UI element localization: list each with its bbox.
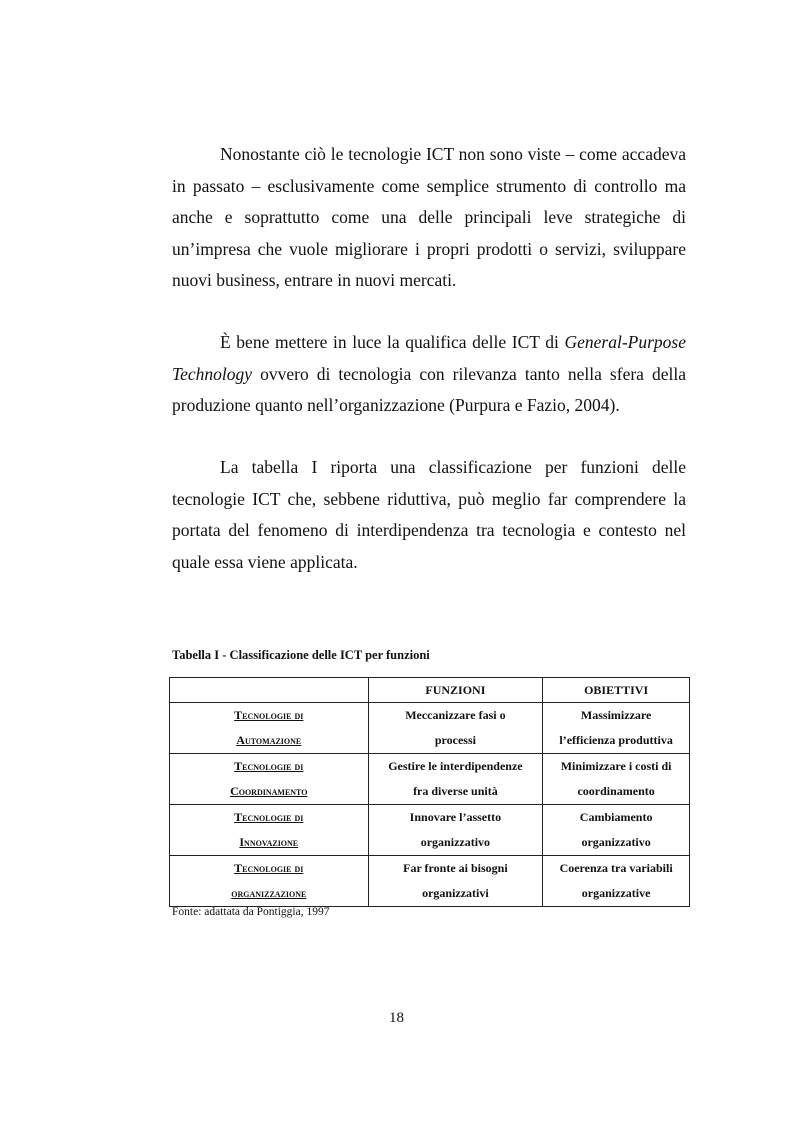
table-source: Fonte: adattata da Pontiggia, 1997 bbox=[172, 906, 330, 918]
funzione-line2: fra diverse unità bbox=[413, 784, 498, 798]
row-label-line2: organizzazione bbox=[231, 886, 307, 900]
obiettivo-cell bbox=[543, 856, 690, 907]
obiettivo-line1: Minimizzare i costi di bbox=[560, 759, 672, 773]
funzione-line1: Meccanizzare fasi o bbox=[405, 708, 506, 722]
obiettivo-line2: organizzativo bbox=[581, 835, 651, 849]
row-label-line2: Innovazione bbox=[239, 835, 299, 849]
page-number: 18 bbox=[389, 1010, 404, 1026]
row-label-line1: Tecnologie di bbox=[234, 759, 304, 773]
row-label-line1: Tecnologie di bbox=[234, 861, 304, 875]
obiettivo-line2: organizzative bbox=[581, 886, 651, 900]
obiettivo-line2: coordinamento bbox=[577, 784, 655, 798]
obiettivo-line1: Massimizzare bbox=[580, 708, 652, 722]
table-row bbox=[170, 805, 690, 856]
funzione-cell bbox=[368, 856, 543, 907]
row-label bbox=[170, 856, 369, 907]
paragraph-1: Nonostante ciò le tecnologie ICT non sono viste – come accadeva in passato – esclusivamente come semplice strumento di controllo ma anche e soprattutto come una delle principali leve strategiche di un’impresa che vuole migliorare i propri prodotti o servizi, sviluppare nuovi business, entrare in nuovi mercati. bbox=[172, 144, 686, 290]
funzione-cell bbox=[368, 703, 543, 754]
paragraph-2 bbox=[172, 327, 686, 422]
funzione-line1: Innovare l’assetto bbox=[409, 810, 502, 824]
obiettivo-cell bbox=[543, 754, 690, 805]
funzione-line1: Far fronte ai bisogni bbox=[403, 861, 508, 875]
table-row bbox=[170, 754, 690, 805]
table-header-funzioni: FUNZIONI bbox=[368, 678, 543, 703]
row-label-line2: Automazione bbox=[236, 733, 302, 747]
obiettivo-line2: l’efficienza produttiva bbox=[559, 733, 673, 747]
obiettivo-line1: Cambiamento bbox=[579, 810, 653, 824]
paragraph-2-text-before: È bene mettere in luce la qualifica delle ICT di bbox=[220, 332, 565, 352]
table-header-obiettivi: OBIETTIVI bbox=[543, 678, 690, 703]
funzione-line1: Gestire le interdipendenze bbox=[388, 759, 523, 773]
row-label bbox=[170, 805, 369, 856]
obiettivo-cell bbox=[543, 805, 690, 856]
table-row bbox=[170, 703, 690, 754]
paragraph-2-italic-term: General-Purpose Technology bbox=[172, 332, 686, 384]
table-header-empty bbox=[170, 678, 369, 703]
row-label-line2: Coordinamento bbox=[230, 784, 308, 798]
row-label bbox=[170, 754, 369, 805]
paragraph-2-text-after: ovvero di tecnologia con rilevanza tanto nella sfera della produzione quanto nell’organizzazione (Purpura e Fazio, 2004). bbox=[172, 363, 686, 415]
table-caption: Tabella I - Classificazione delle ICT per funzioni bbox=[172, 648, 430, 662]
table-row bbox=[170, 856, 690, 907]
funzione-line2: processi bbox=[434, 733, 476, 747]
paragraph-3: La tabella I riporta una classificazione per funzioni delle tecnologie ICT che, sebbene riduttiva, può meglio far comprendere la portata del fenomeno di interdipendenza tra tecnologia e contesto nel quale essa viene applicata. bbox=[172, 457, 686, 572]
table-header-row bbox=[170, 678, 690, 703]
row-label-line1: Tecnologie di bbox=[234, 708, 304, 722]
obiettivo-line1: Coerenza tra variabili bbox=[559, 861, 673, 875]
funzione-cell bbox=[368, 805, 543, 856]
row-label bbox=[170, 703, 369, 754]
row-label-line1: Tecnologie di bbox=[234, 810, 304, 824]
funzione-cell bbox=[368, 754, 543, 805]
funzione-line2: organizzativi bbox=[422, 886, 489, 900]
ict-classification-table bbox=[169, 677, 690, 907]
obiettivo-cell bbox=[543, 703, 690, 754]
funzione-line2: organizzativo bbox=[420, 835, 491, 849]
